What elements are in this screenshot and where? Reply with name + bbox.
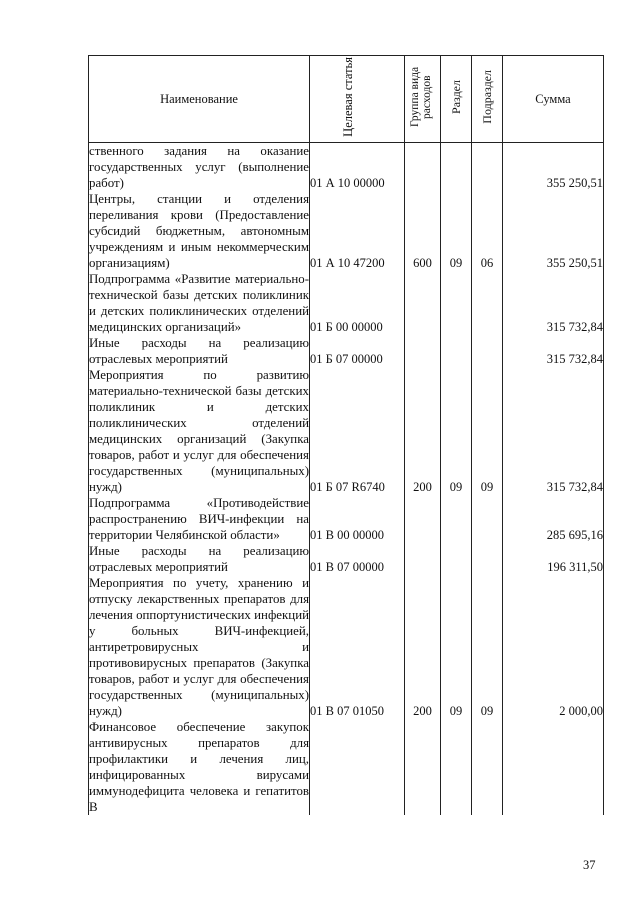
row-sum: 315 732,84 <box>503 335 604 367</box>
row-sum: 196 311,50 <box>503 543 604 575</box>
table-row <box>89 143 604 192</box>
row-sum: 2 000,00 <box>503 575 604 719</box>
row-sum <box>503 719 604 815</box>
row-group: 600 <box>405 191 441 271</box>
row-subsection: 09 <box>472 575 503 719</box>
header-section <box>441 56 472 143</box>
row-group: 200 <box>405 367 441 495</box>
row-target <box>310 719 405 815</box>
row-subsection: 06 <box>472 191 503 271</box>
row-group <box>405 271 441 335</box>
table-row <box>89 271 604 335</box>
row-group <box>405 143 441 192</box>
row-section <box>441 719 472 815</box>
table-row <box>89 495 604 543</box>
row-subsection <box>472 719 503 815</box>
row-group <box>405 335 441 367</box>
row-target: 01 Б 07 R6740 <box>310 367 405 495</box>
row-group <box>405 543 441 575</box>
row-sum: 285 695,16 <box>503 495 604 543</box>
row-target: 01 А 10 00000 <box>310 143 405 192</box>
row-section <box>441 143 472 192</box>
table-row <box>89 575 604 719</box>
table-row <box>89 367 604 495</box>
row-sum: 355 250,51 <box>503 191 604 271</box>
row-section <box>441 335 472 367</box>
row-target: 01 Б 07 00000 <box>310 335 405 367</box>
row-name: Подпрограмма «Развитие материально-технической базы детских поликлиник и детских поликлинических отделений медицинских организаций» <box>89 272 309 334</box>
row-name: Финансовое обеспечение закупок антивирусных препаратов для профилактики и лечения лиц, инфицированных вирусами иммунодефицита человека и гепатитов В <box>89 720 309 814</box>
row-subsection <box>472 335 503 367</box>
row-target: 01 В 07 01050 <box>310 575 405 719</box>
header-name: Наименование <box>89 56 310 143</box>
row-group <box>405 719 441 815</box>
row-sum: 355 250,51 <box>503 143 604 192</box>
row-name: Мероприятия по развитию материально-технической базы детских поликлиник и детских поликлинических отделений медицинских организаций (Закупка товаров, работ и услуг для обеспечения государственных (муниципальных) нужд) <box>89 368 309 494</box>
row-section <box>441 271 472 335</box>
row-sum: 315 732,84 <box>503 367 604 495</box>
header-section-label: Раздел <box>448 80 463 114</box>
row-section: 09 <box>441 367 472 495</box>
row-section: 09 <box>441 191 472 271</box>
row-subsection <box>472 271 503 335</box>
table-row <box>89 719 604 815</box>
row-target: 01 А 10 47200 <box>310 191 405 271</box>
row-name: Иные расходы на реализацию отраслевых мероприятий <box>89 544 309 574</box>
row-target: 01 В 07 00000 <box>310 543 405 575</box>
row-name: Мероприятия по учету, хранению и отпуску лекарственных препаратов для лечения оппортунистических инфекций у больных ВИЧ-инфекцией, антиретровирусных и противовирусных препаратов (Закупка товаров, работ и услуг для обеспечения государственных (муниципальных) нужд) <box>89 576 309 718</box>
row-target: 01 Б 00 00000 <box>310 271 405 335</box>
page-number: 37 <box>583 858 596 872</box>
table-row <box>89 191 604 271</box>
row-subsection <box>472 143 503 192</box>
header-subsection-label: Подраздел <box>479 70 494 124</box>
table-row <box>89 335 604 367</box>
header-target-label: Целевая статья <box>341 57 355 137</box>
row-name: Центры, станции и отделения переливания крови (Предоставление субсидий бюджетным, автономным учреждениям и иным некоммерческим организациям) <box>89 192 309 270</box>
header-group <box>405 56 441 143</box>
row-subsection <box>472 543 503 575</box>
table-header-row <box>89 56 604 143</box>
row-section <box>441 495 472 543</box>
header-target <box>310 56 405 143</box>
header-group-label: Группа вида расходов <box>408 66 433 128</box>
row-subsection: 09 <box>472 367 503 495</box>
budget-table <box>88 55 604 815</box>
row-name: Подпрограмма «Противодействие распространению ВИЧ-инфекции на территории Челябинской области» <box>89 496 309 542</box>
row-target: 01 В 00 00000 <box>310 495 405 543</box>
row-section: 09 <box>441 575 472 719</box>
row-name: Иные расходы на реализацию отраслевых мероприятий <box>89 336 309 366</box>
header-sum: Сумма <box>503 56 604 143</box>
header-subsection <box>472 56 503 143</box>
row-subsection <box>472 495 503 543</box>
table-row <box>89 543 604 575</box>
row-section <box>441 543 472 575</box>
row-group: 200 <box>405 575 441 719</box>
row-sum: 315 732,84 <box>503 271 604 335</box>
row-name: ственного задания на оказание государственных услуг (выполнение работ) <box>89 144 309 190</box>
row-group <box>405 495 441 543</box>
